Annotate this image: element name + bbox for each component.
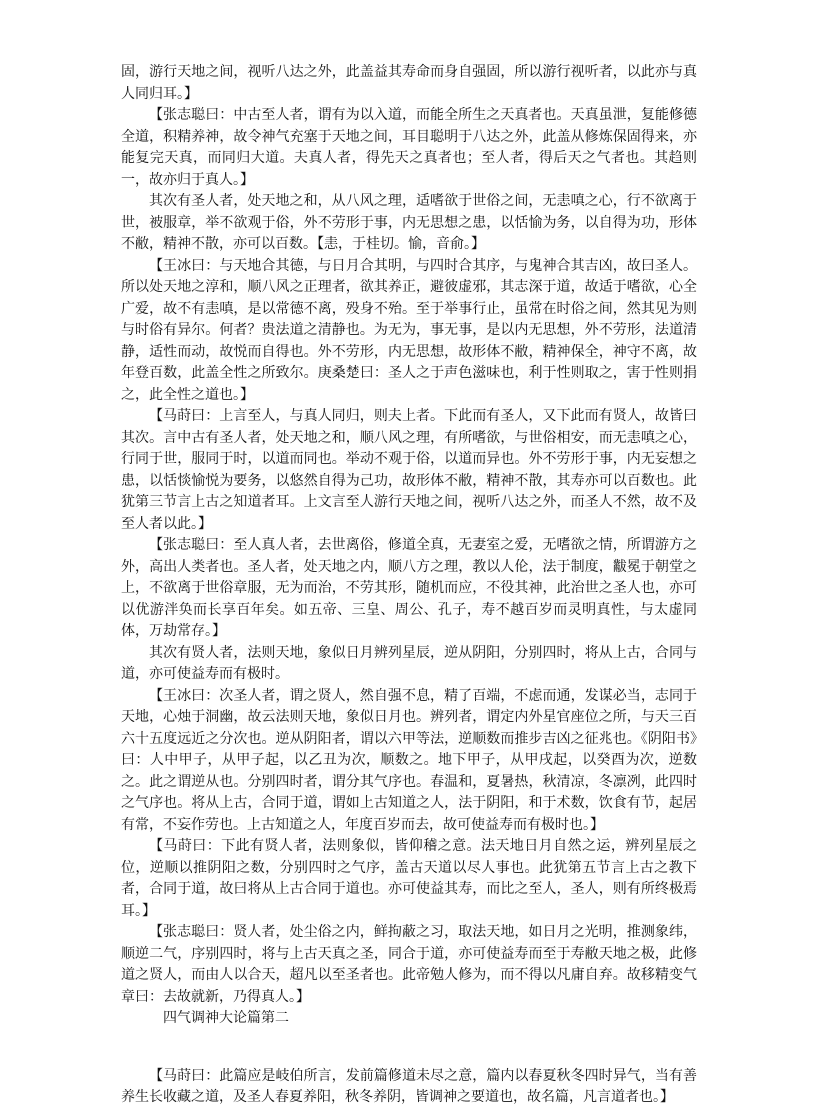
paragraph-4: 【王冰曰：与天地合其德，与日月合其明，与四时合其序，与鬼神合其吉凶，故曰圣人。所以处天地之淳和，顺八风之正理者，欲其养正，避彼虚邪，其志深于道，故适于嗜欲，心全广爱，故不有恚嗔，是以常德不离，殁身不殆。至于举事行止，虽常在时俗之间，然其见为则与时俗有异尔。何者？贵法道之清静也。为无为，事无事，是以内无思想，外不劳形，法道清静，适性而动，故悦而自得也。外不劳形，内无思想，故形体不敝，精神保全，神守不离，故年登百数，此盖全性之所致尔。庚桑楚曰：圣人之于声色滋味也，利于性则取之，害于性则捐之，此全性之道也。】 [121, 257, 697, 403]
closing-paragraph: 【马莳曰：此篇应是岐伯所言，发前篇修道未尽之意，篇内以春夏秋冬四时异气，当有善养生长收藏之道，及圣人春夏养阳，秋冬养阴，皆调神之要道也，故名篇，凡言道者也。】 [121, 1067, 697, 1105]
document-page [121, 62, 697, 1109]
paragraph-2: 【张志聪曰：中古至人者，谓有为以入道，而能全所生之天真者也。天真虽泄，复能修德全道，积精养神，故令神气充塞于天地之间，耳目聪明于八达之外，此盖从修炼保固得来，亦能复完天真，而同归大道。夫真人者，得先天之真者也；至人者，得后天之气者也。其趋则一，故亦归于真人。】 [121, 107, 697, 188]
paragraph-5: 【马莳曰：上言至人，与真人同归，则夫上者。下此而有圣人，又下此而有贤人，故皆曰其次。言中古有圣人者，处天地之和，顺八风之理，有所嗜欲，与世俗相安，而无恚嗔之心，行同于世，服同于时，以道而同也。举动不观于俗，以道而异也。外不劳形于事，内无妄想之患，以恬惔愉悦为要务，以悠然自得为己功，故形体不敝，精神不散，其寿亦可以百数也。此犹第三节言上古之知道者耳。上文言至人游行天地之间，视听八达之外，而圣人不然，故不及至人者以此。】 [121, 408, 697, 532]
section-heading: 四气调神大论篇第二 [163, 1010, 289, 1026]
paragraph-8: 【王冰曰：次圣人者，谓之贤人，然自强不息，精了百端，不虑而通，发谋必当，志同于天地，心烛于洞幽，故云法则天地，象似日月也。辨列者，谓定内外星官座位之所，与天三百六十五度远近之分次也。逆从阴阳者，谓以六甲等法，逆顺数而推步吉凶之征兆也。《阴阳书》曰：人中甲子，从甲子起，以乙丑为次，顺数之。地下甲子，从甲戌起，以癸酉为次，逆数之。此之谓逆从也。分别四时者，谓分其气序也。春温和，夏暑热，秋清凉，冬凛冽，此四时之气序也。将从上古，合同于道，谓如上古知道之人，法于阴阳，和于术数，饮食有节，起居有常，不妄作劳也。上古知道之人，年度百岁而去，故可使益寿而有极时也。】 [121, 687, 697, 833]
paragraph-7: 其次有贤人者，法则天地，象似日月辨列星辰，逆从阴阳，分别四时，将从上古，合同与道，亦可使益寿而有极时。 [121, 644, 697, 682]
paragraph-9: 【马莳曰：下此有贤人者，法则象似，皆仰稽之意。法天地日月自然之运，辨列星辰之位，逆顺以推阴阳之数，分别四时之气序，盖古天道以尽人事也。此犹第五节言上古之教下者，合同于道，故曰将从上古合同于道也。亦可使益其寿，而比之至人，圣人，则有所终极焉耳。】 [121, 838, 697, 919]
paragraph-3: 其次有圣人者，处天地之和，从八风之理，适嗜欲于世俗之间，无恚嗔之心，行不欲离于世，被服章，举不欲观于俗，外不劳形于事，内无思想之患，以恬愉为务，以自得为功，形体不敝，精神不散，亦可以百数。【恚，于桂切。愉，音俞。】 [121, 193, 697, 252]
paragraph-10: 【张志聪曰：贤人者，处尘俗之内，鲜拘蔽之习，取法天地，如日月之光明，推测象纬，顺逆二气，序别四时，将与上古天真之圣，同合于道，亦可使益寿而至于寿敝天地之极，此修道之贤人，而由人以合天，超凡以至圣者也。此帝勉人修为，而不得以凡庸自弃。故移精变气章曰：去故就新，乃得真人。】 [121, 924, 697, 1005]
paragraph-1: 固，游行天地之间，视听八达之外，此盖益其寿命而身自强固，所以游行视听者，以此亦与真人同归耳。】 [121, 64, 697, 102]
paragraph-6: 【张志聪曰：至人真人者，去世离俗，修道全真，无妻室之爱，无嗜欲之情，所谓游方之外，高出人类者也。圣人者，处天地之内，顺八方之理，教以人伦，法于制度，黻冕于朝堂之上，不欲离于世俗章服，无为而治，不劳其形，随机而应，不役其神，此治世之圣人也，亦可以优游泮奂而长享百年矣。如五帝、三皇、周公、孔子，寿不越百岁而灵明真性，与太虚同体，万劫常存。】 [121, 537, 697, 639]
